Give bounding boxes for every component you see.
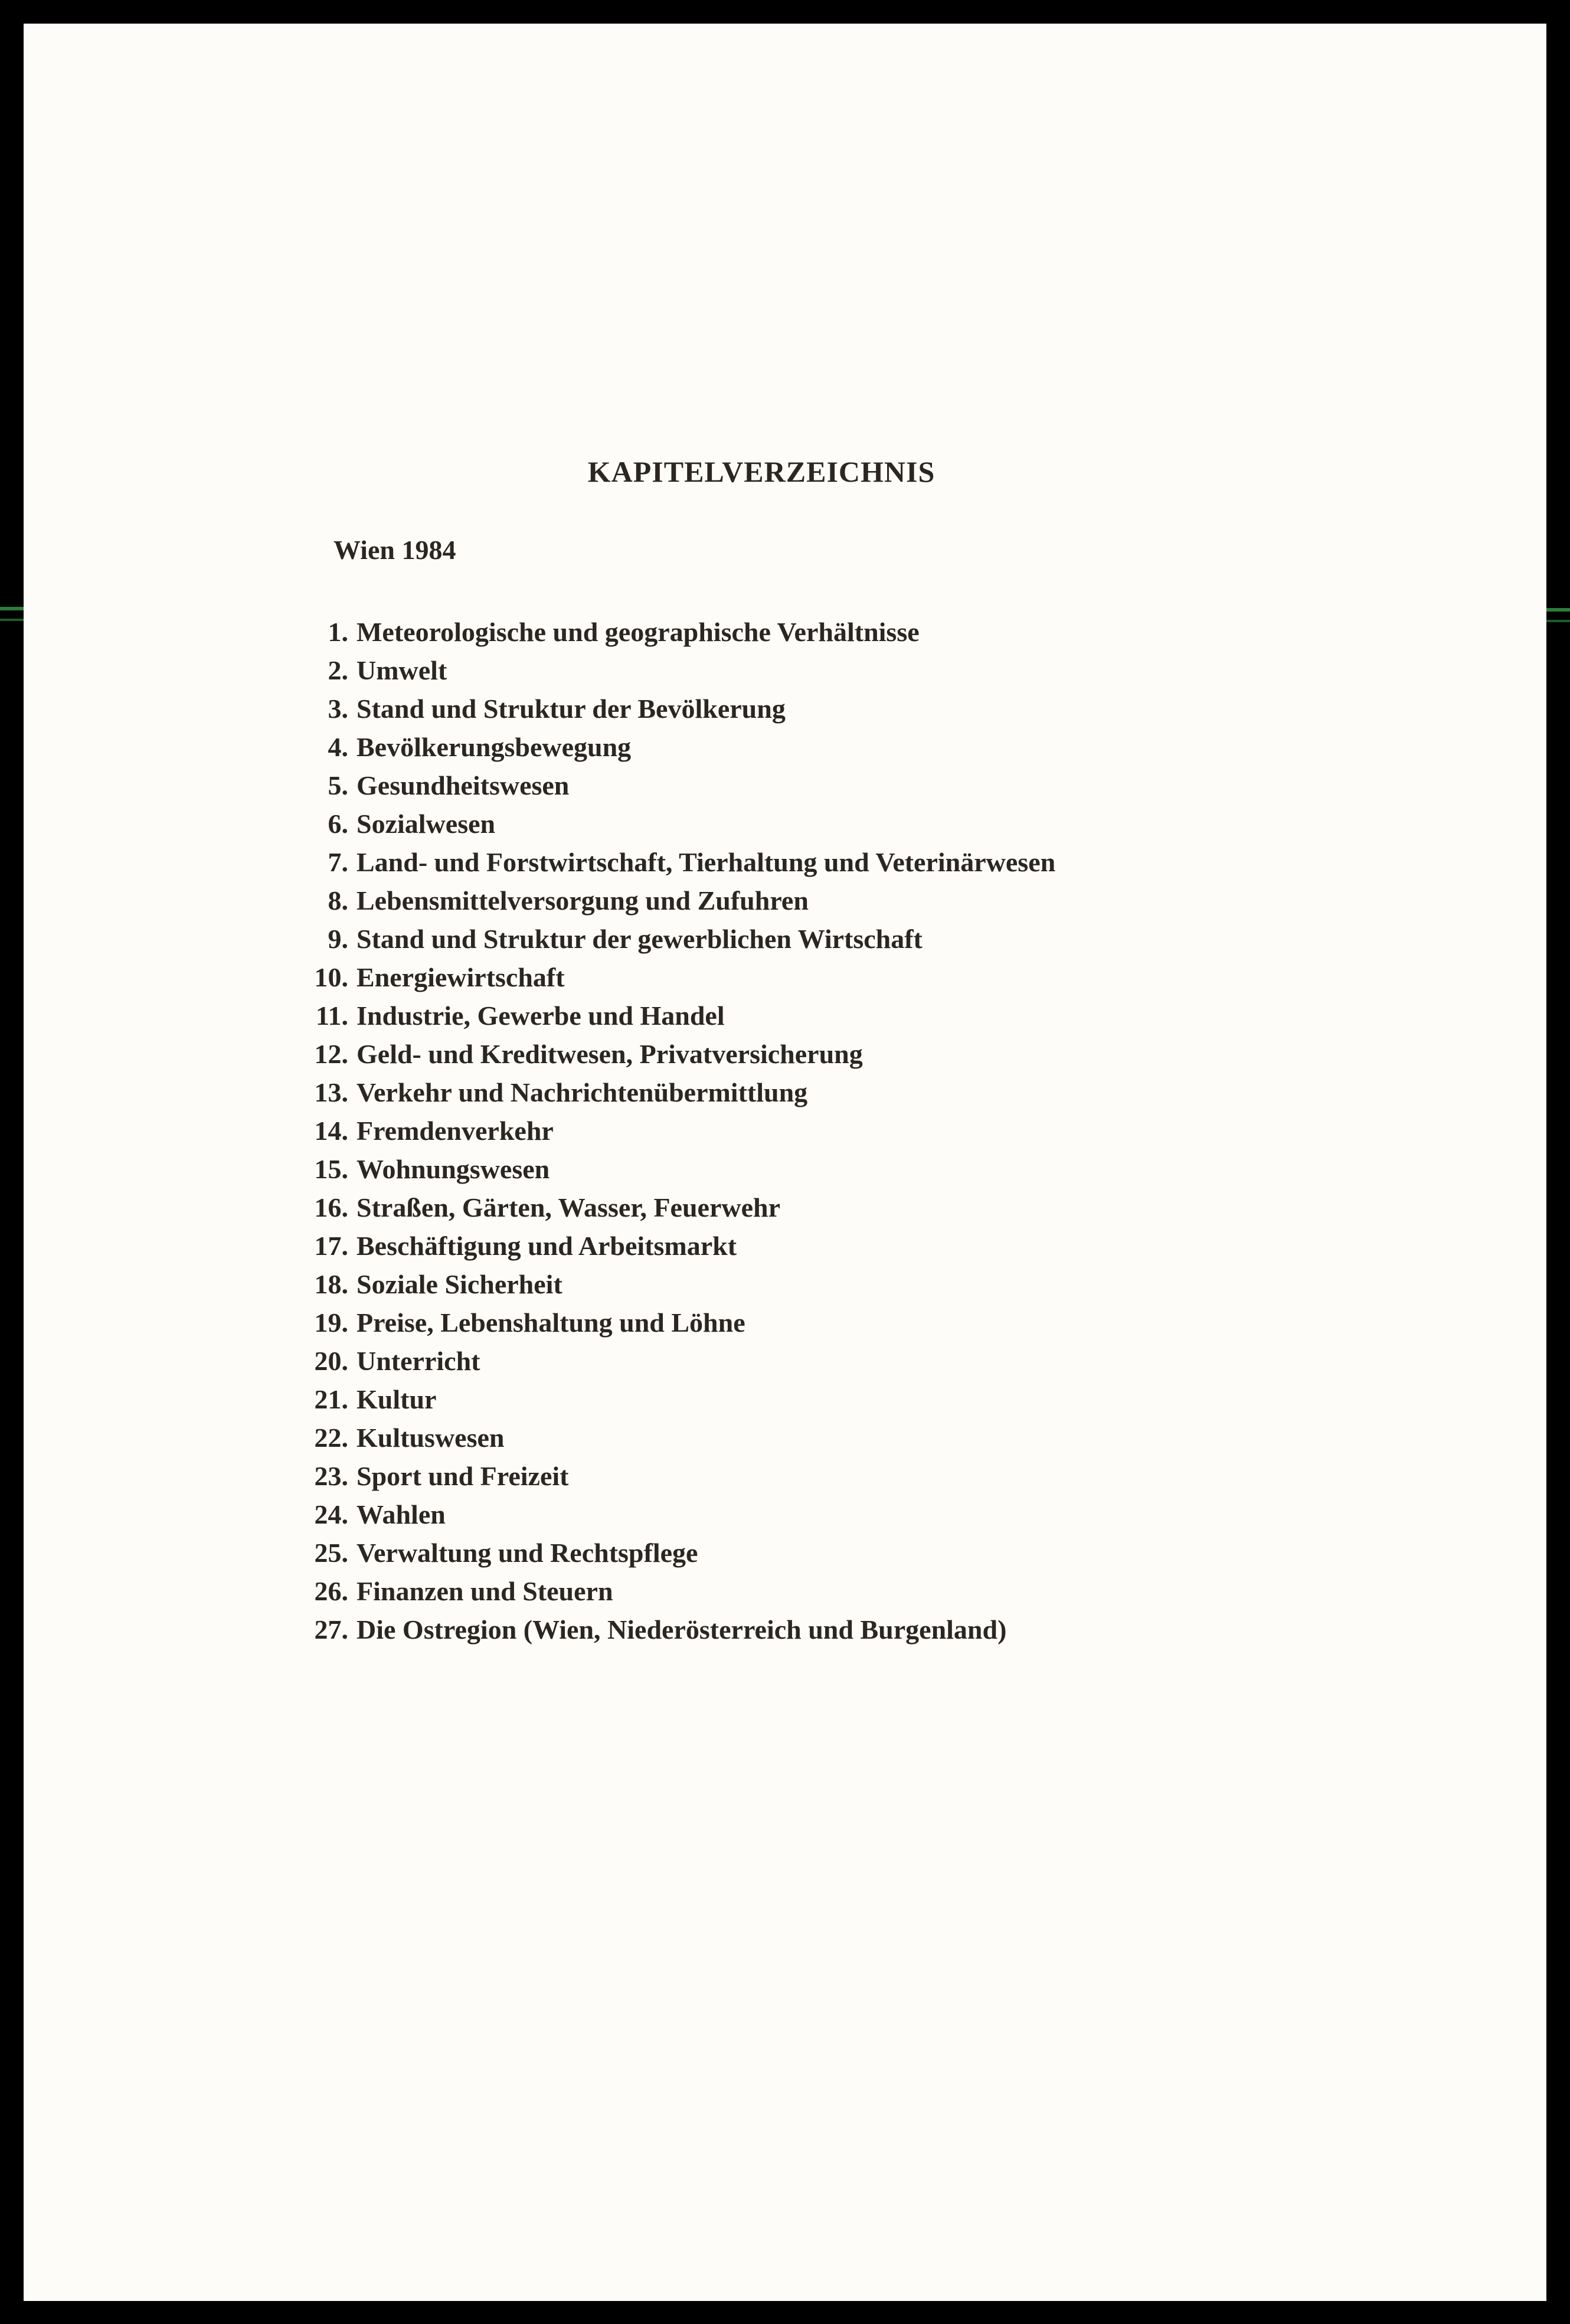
chapter-number: 15. xyxy=(314,1154,348,1184)
chapter-number: 3. xyxy=(328,694,348,724)
chapter-item xyxy=(24,920,1499,958)
chapter-title: Wahlen xyxy=(356,1499,446,1529)
chapter-number: 1. xyxy=(328,617,348,647)
chapter-number: 19. xyxy=(314,1308,348,1338)
chapter-number: 21. xyxy=(314,1384,348,1414)
chapter-title: Unterricht xyxy=(356,1346,480,1376)
chapter-title: Die Ostregion (Wien, Niederösterreich und Burgenland) xyxy=(356,1614,1007,1645)
chapter-title: Stand und Struktur der gewerblichen Wirtschaft xyxy=(356,924,923,954)
chapter-item xyxy=(24,1150,1499,1188)
chapter-item xyxy=(24,1342,1499,1380)
chapter-title: Sozialwesen xyxy=(356,809,496,839)
chapter-number: 18. xyxy=(314,1269,348,1299)
chapter-item xyxy=(24,805,1499,843)
chapter-number: 5. xyxy=(328,770,348,800)
chapter-number: 8. xyxy=(328,885,348,916)
chapter-title: Soziale Sicherheit xyxy=(356,1269,562,1299)
page-subtitle: Wien 1984 xyxy=(333,535,456,565)
chapter-number: 13. xyxy=(314,1077,348,1107)
chapter-number: 7. xyxy=(328,847,348,877)
chapter-number: 25. xyxy=(314,1538,348,1568)
chapter-number: 17. xyxy=(314,1231,348,1261)
chapter-item xyxy=(24,728,1499,766)
chapter-title: Fremdenverkehr xyxy=(356,1116,554,1146)
chapter-number: 23. xyxy=(314,1461,348,1491)
chapter-title: Meteorologische und geographische Verhältnisse xyxy=(356,617,920,647)
chapter-title: Stand und Struktur der Bevölkerung xyxy=(356,694,786,724)
chapter-title: Straßen, Gärten, Wasser, Feuerwehr xyxy=(356,1192,781,1223)
paper-page xyxy=(24,24,1546,2301)
chapter-item xyxy=(24,1227,1499,1265)
chapter-number: 16. xyxy=(314,1192,348,1223)
chapter-title: Preise, Lebenshaltung und Löhne xyxy=(356,1308,745,1338)
chapter-number: 27. xyxy=(314,1614,348,1645)
chapter-title: Kultuswesen xyxy=(356,1423,505,1453)
chapter-item xyxy=(24,1112,1499,1150)
chapter-item xyxy=(24,613,1499,651)
chapter-title: Sport und Freizeit xyxy=(356,1461,569,1491)
chapter-title: Bevölkerungsbewegung xyxy=(356,732,632,762)
chapter-item xyxy=(24,996,1499,1035)
chapter-number: 10. xyxy=(314,962,348,992)
chapter-number: 12. xyxy=(314,1039,348,1069)
chapter-item xyxy=(24,843,1499,881)
chapter-item xyxy=(24,689,1499,728)
chapter-number: 2. xyxy=(328,655,348,685)
chapter-number: 22. xyxy=(314,1423,348,1453)
chapter-title: Energiewirtschaft xyxy=(356,962,565,992)
chapter-number: 20. xyxy=(314,1346,348,1376)
chapter-number: 6. xyxy=(328,809,348,839)
chapter-item xyxy=(24,1495,1499,1534)
chapter-title: Industrie, Gewerbe und Handel xyxy=(356,1001,725,1031)
chapter-title: Geld- und Kreditwesen, Privatversicherung xyxy=(356,1039,863,1069)
chapter-item xyxy=(24,1610,1499,1649)
chapter-item xyxy=(24,1035,1499,1073)
chapter-item xyxy=(24,1418,1499,1457)
chapter-item xyxy=(24,766,1499,805)
chapter-item xyxy=(24,651,1499,689)
chapter-title: Beschäftigung und Arbeitsmarkt xyxy=(356,1231,737,1261)
chapter-title: Kultur xyxy=(356,1384,437,1414)
chapter-number: 24. xyxy=(314,1499,348,1529)
chapter-item xyxy=(24,1457,1499,1495)
chapter-item xyxy=(24,1572,1499,1610)
chapter-title: Gesundheitswesen xyxy=(356,770,570,800)
chapter-item xyxy=(24,1534,1499,1572)
chapter-title: Wohnungswesen xyxy=(356,1154,550,1184)
chapter-item xyxy=(24,1073,1499,1112)
chapter-title: Land- und Forstwirtschaft, Tierhaltung und Veterinärwesen xyxy=(356,847,1056,877)
chapter-number: 11. xyxy=(316,1001,348,1031)
chapter-title: Lebensmittelversorgung und Zufuhren xyxy=(356,885,809,916)
chapter-title: Finanzen und Steuern xyxy=(356,1576,613,1606)
chapter-list xyxy=(24,613,1499,1649)
chapter-item xyxy=(24,1188,1499,1227)
chapter-item xyxy=(24,1265,1499,1303)
chapter-number: 4. xyxy=(328,732,348,762)
chapter-number: 26. xyxy=(314,1576,348,1606)
chapter-number: 9. xyxy=(328,924,348,954)
chapter-title: Verkehr und Nachrichtenübermittlung xyxy=(356,1077,808,1107)
chapter-item xyxy=(24,881,1499,920)
chapter-item xyxy=(24,958,1499,996)
chapter-title: Umwelt xyxy=(356,655,447,685)
chapter-number: 14. xyxy=(314,1116,348,1146)
chapter-item xyxy=(24,1380,1499,1418)
page-title: KAPITELVERZEICHNIS xyxy=(587,455,936,488)
chapter-title: Verwaltung und Rechtspflege xyxy=(356,1538,698,1568)
chapter-item xyxy=(24,1303,1499,1342)
